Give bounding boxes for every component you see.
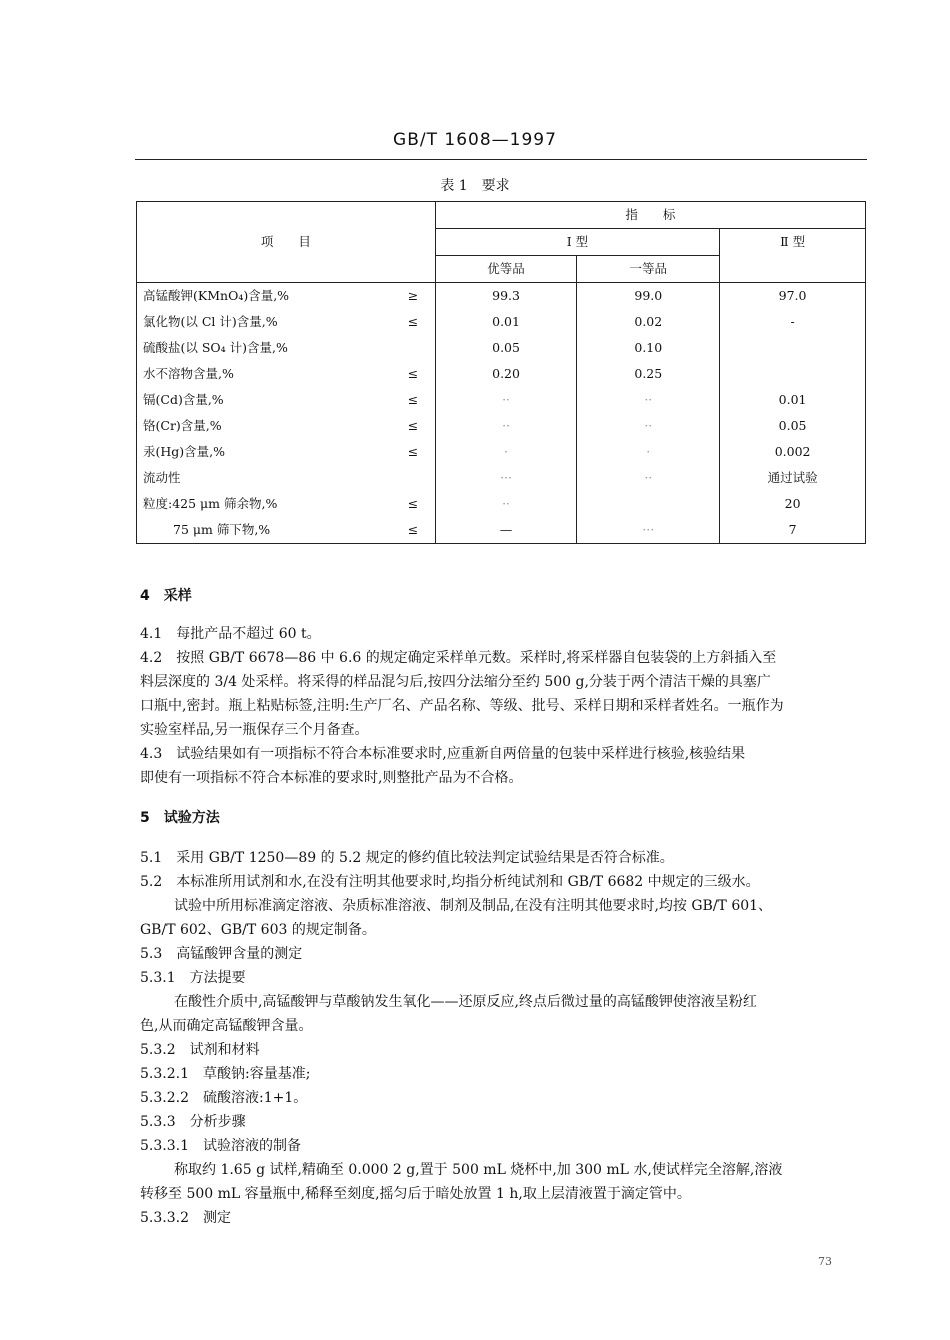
header-type1: Ⅰ 型: [435, 229, 720, 256]
row-item: 水不溶物含量,%: [137, 361, 392, 387]
row-type2: 7: [720, 517, 866, 544]
row-superior: ··: [435, 387, 577, 413]
clause-5-3-3-1-line2: 转移至 500 mL 容量瓶中,稀释至刻度,摇匀后于暗处放置 1 h,取上层清液置于滴定管中。: [140, 1186, 691, 1202]
header-rule: [135, 159, 867, 160]
table-row: [137, 361, 866, 387]
row-superior: 0.01: [435, 309, 577, 335]
row-item: 硫酸盐(以 SO₄ 计)含量,%: [137, 335, 392, 361]
row-sym: [391, 335, 435, 361]
clause-5-3-3-2: 5.3.3.2 测定: [140, 1210, 231, 1226]
header-type2: Ⅱ 型: [720, 229, 866, 283]
row-first: 0.25: [577, 361, 720, 387]
row-type2: [720, 335, 866, 361]
table-row: [137, 309, 866, 335]
clause-5-3: 5.3 高锰酸钾含量的测定: [140, 946, 303, 962]
clause-5-3-2: 5.3.2 试剂和材料: [140, 1042, 260, 1058]
clause-5-2: 5.2 本标准所用试剂和水,在没有注明其他要求时,均指分析纯试剂和 GB/T 6682 中规定的三级水。: [140, 874, 760, 890]
clause-4-2-line4: 实验室样品,另一瓶保存三个月备查。: [140, 722, 369, 738]
table-row: [137, 387, 866, 413]
row-item: 高锰酸钾(KMnO₄)含量,%: [137, 283, 392, 310]
row-superior: ··: [435, 413, 577, 439]
standard-number-header: GB/T 1608—1997: [393, 130, 557, 150]
row-type2: 0.01: [720, 387, 866, 413]
row-type2: 0.05: [720, 413, 866, 439]
clause-4-2-line2: 料层深度的 3/4 处采样。将采得的样品混匀后,按四分法缩分至约 500 g,分装于两个清洁干燥的具塞广: [140, 674, 771, 690]
row-first: ··: [577, 387, 720, 413]
row-sym: ≤: [391, 517, 435, 544]
clause-5-3-3: 5.3.3 分析步骤: [140, 1114, 246, 1130]
row-first: 99.0: [577, 283, 720, 310]
row-type2: 20: [720, 491, 866, 517]
row-type2: 通过试验: [720, 465, 866, 491]
row-sym: ≤: [407, 418, 419, 433]
row-sym: ≤: [407, 392, 419, 407]
row-item: 镉(Cd)含量,%: [137, 387, 392, 413]
row-first: ··: [577, 465, 720, 491]
row-superior: 0.05: [435, 335, 577, 361]
row-superior: ···: [435, 465, 577, 491]
section-5-title: 5 试验方法: [140, 810, 220, 826]
table-title: 表 1 要求: [440, 178, 510, 194]
header-indicator: 指 标: [435, 202, 865, 229]
row-item: 铬(Cr)含量,%: [137, 413, 392, 439]
row-item: 75 μm 筛下物,%: [137, 517, 392, 544]
clause-4-1: 4.1 每批产品不超过 60 t。: [140, 626, 321, 642]
requirements-table: [136, 201, 866, 544]
requirements-body: [137, 283, 866, 544]
row-superior: 99.3: [435, 283, 577, 310]
clause-4-2-line3: 口瓶中,密封。瓶上粘贴标签,注明:生产厂名、产品名称、等级、批号、采样日期和采样者姓名。一瓶作为: [140, 698, 784, 714]
row-first: ··: [577, 413, 720, 439]
table-row: [137, 465, 866, 491]
row-superior: 0.20: [435, 361, 577, 387]
clause-4-3-line1: 4.3 试验结果如有一项指标不符合本标准要求时,应重新自两倍量的包装中采样进行核验,核验结果: [140, 746, 746, 762]
clause-5-3-2-1: 5.3.2.1 草酸钠:容量基准;: [140, 1066, 311, 1082]
row-sym: ≤: [407, 314, 419, 329]
row-item: 流动性: [137, 465, 392, 491]
row-type2: [720, 361, 866, 387]
row-sym: [391, 465, 435, 491]
row-first: 0.02: [577, 309, 720, 335]
table-row: [137, 335, 866, 361]
table-row: [137, 283, 866, 310]
clause-5-3-3-1: 5.3.3.1 试验溶液的制备: [140, 1138, 301, 1154]
row-item: 汞(Hg)含量,%: [137, 439, 392, 465]
row-superior: ·: [435, 439, 577, 465]
row-type2: -: [720, 309, 866, 335]
clause-4-2-line1: 4.2 按照 GB/T 6678—86 中 6.6 的规定确定采样单元数。采样时,将采样器自包装袋的上方斜插入至: [140, 650, 777, 666]
table-row: [137, 517, 866, 544]
row-superior: ··: [435, 491, 577, 517]
page-number: 73: [818, 1255, 832, 1268]
clause-5-2-line3: GB/T 602、GB/T 603 的规定制备。: [140, 922, 376, 938]
clause-5-1: 5.1 采用 GB/T 1250—89 的 5.2 规定的修约值比较法判定试验结果是否符合标准。: [140, 850, 674, 866]
row-sym: ≤: [407, 444, 419, 459]
row-first: 0.10: [577, 335, 720, 361]
row-first: ·: [577, 439, 720, 465]
table-row: [137, 413, 866, 439]
clause-5-3-1-line2: 色,从而确定高锰酸钾含量。: [140, 1018, 313, 1034]
row-superior: —: [435, 517, 577, 544]
clause-4-3-line2: 即使有一项指标不符合本标准的要求时,则整批产品为不合格。: [140, 770, 523, 786]
header-first: 一等品: [577, 256, 720, 283]
clause-5-2-line2: 试验中所用标准滴定溶液、杂质标准溶液、制剂及制品,在没有注明其他要求时,均按 GB/T 601、: [174, 898, 773, 914]
row-sym: ≤: [407, 496, 419, 511]
clause-5-3-2-2: 5.3.2.2 硫酸溶液:1+1。: [140, 1090, 308, 1106]
header-item: 项 目: [137, 202, 436, 283]
row-sym: ≥: [407, 288, 419, 303]
row-first: ···: [577, 517, 720, 544]
table-row: [137, 439, 866, 465]
table-row: [137, 491, 866, 517]
row-type2: 97.0: [720, 283, 866, 310]
clause-5-3-3-1-line1: 称取约 1.65 g 试样,精确至 0.000 2 g,置于 500 mL 烧杯中,加 300 mL 水,使试样完全溶解,溶液: [174, 1162, 783, 1178]
row-sym: ≤: [407, 366, 419, 381]
row-first: [577, 491, 720, 517]
header-superior: 优等品: [435, 256, 577, 283]
section-4-title: 4 采样: [140, 588, 192, 604]
row-item: 粒度:425 μm 筛余物,%: [137, 491, 392, 517]
clause-5-3-1-line1: 在酸性介质中,高锰酸钾与草酸钠发生氧化——还原反应,终点后微过量的高锰酸钾使溶液呈粉红: [174, 994, 757, 1010]
clause-5-3-1: 5.3.1 方法提要: [140, 970, 246, 986]
row-item: 氯化物(以 Cl 计)含量,%: [137, 309, 392, 335]
row-type2: 0.002: [720, 439, 866, 465]
